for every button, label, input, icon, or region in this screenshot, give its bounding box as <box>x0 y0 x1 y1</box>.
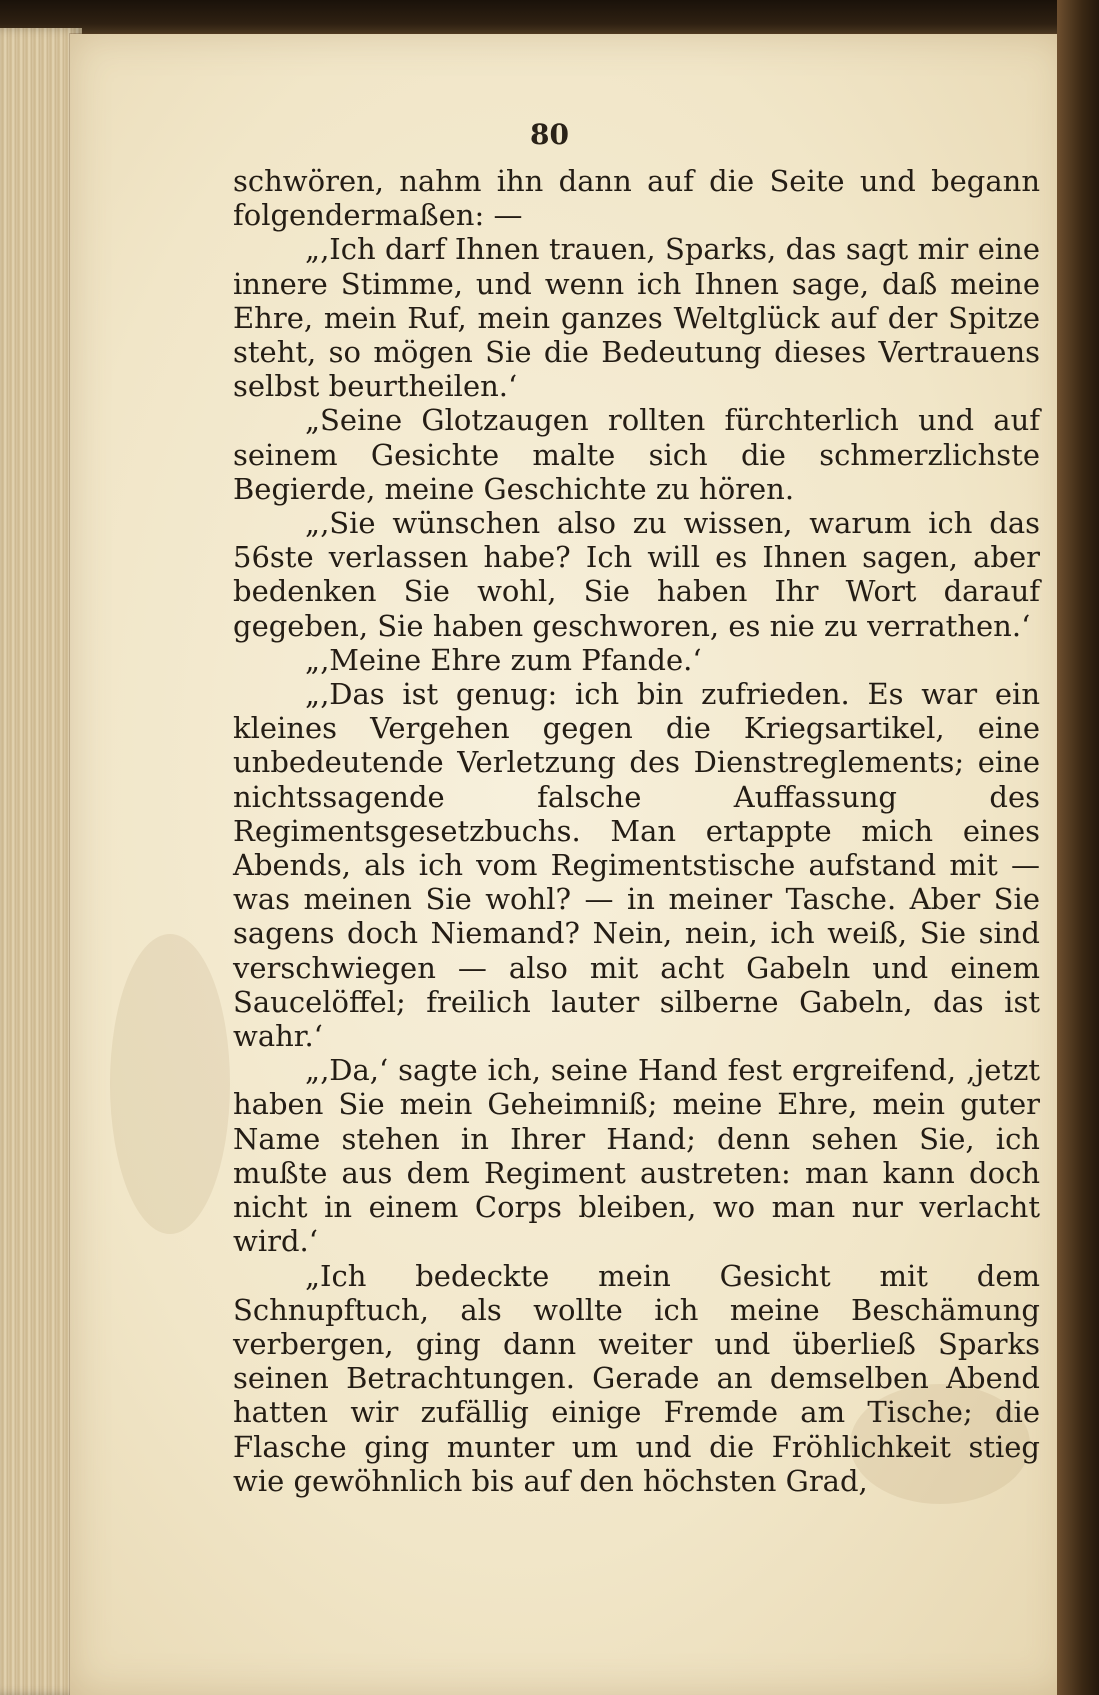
paragraph: „Ich bedeckte mein Gesicht mit dem Schnupftuch, als wollte ich meine Beschämung verbergen, ging dann weiter und überließ Sparks seinen Betrachtungen. Gerade an demselben Abend hatten wir zufällig einige Fremde am Tische; die Flasche ging munter um und die Fröhlichkeit stieg wie gewöhnlich bis auf den höchsten Grad, <box>233 1258 1040 1498</box>
paragraph: schwören, nahm ihn dann auf die Seite und begann folgendermaßen: — <box>233 164 1040 233</box>
book-spine <box>1057 0 1099 1695</box>
page-text <box>233 164 1040 1498</box>
top-shadow-band <box>0 0 1099 34</box>
paragraph: „‚Das ist genug: ich bin zufrieden. Es war ein kleines Vergehen gegen die Kriegsartikel, eine unbedeutende Verletzung des Dienstreglements; eine nichtssagende falsche Auffassung des Regimentsgesetzbuchs. Man ertappte mich eines Abends, als ich vom Regimentstische aufstand mit — was meinen Sie wohl? — in meiner Tasche. Aber Sie sagens doch Niemand? Nein, nein, ich weiß, Sie sind verschwiegen — also mit acht Gabeln und einem Saucelöffel; freilich lauter silberne Gabeln, das ist wahr.‘ <box>233 677 1040 1054</box>
paper-stain <box>110 934 230 1234</box>
paragraph: „‚Da,‘ sagte ich, seine Hand fest ergreifend, ‚jetzt haben Sie mein Geheimniß; meine Ehre, mein guter Name stehen in Ihrer Hand; denn sehen Sie, ich mußte aus dem Regiment austreten: man kann doch nicht in einem Corps bleiben, wo man nur verlacht wird.‘ <box>233 1053 1040 1259</box>
paragraph: „‚Meine Ehre zum Pfande.‘ <box>305 642 702 677</box>
paragraph: „Seine Glotzaugen rollten fürchterlich und auf seinem Gesichte malte sich die schmerzlichste Begierde, meine Geschichte zu hören. <box>233 403 1040 506</box>
paragraph: „‚Sie wünschen also zu wissen, warum ich das 56ste verlassen habe? Ich will es Ihnen sagen, aber bedenken Sie wohl, Sie haben Ihr Wort darauf gegeben, Sie haben geschworen, es nie zu verrathen.‘ <box>233 506 1040 643</box>
paragraph: „‚Ich darf Ihnen trauen, Sparks, das sagt mir eine innere Stimme, und wenn ich Ihnen sage, daß meine Ehre, mein Ruf, mein ganzes Weltglück auf der Spitze steht, so mögen Sie die Bedeutung dieses Vertrauens selbst beurtheilen.‘ <box>233 232 1040 404</box>
page-number: 80 <box>530 118 569 151</box>
